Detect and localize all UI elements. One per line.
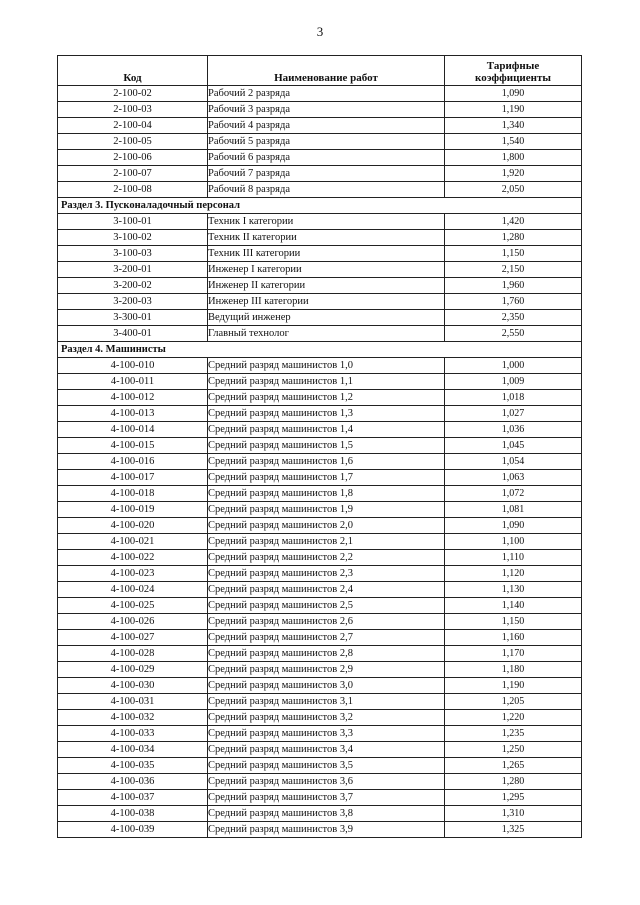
header-name: Наименование работ [208,56,445,86]
cell-work-name: Средний разряд машинистов 1,1 [208,374,445,390]
cell-code: 3-400-01 [58,326,208,342]
cell-code: 4-100-037 [58,790,208,806]
cell-code: 4-100-023 [58,566,208,582]
cell-coefficient: 1,100 [445,534,582,550]
cell-coefficient: 1,170 [445,646,582,662]
cell-coefficient: 1,036 [445,422,582,438]
table-row [58,822,582,838]
table-row [58,518,582,534]
cell-code: 4-100-018 [58,486,208,502]
cell-coefficient: 1,220 [445,710,582,726]
cell-coefficient: 1,018 [445,390,582,406]
cell-work-name: Средний разряд машинистов 2,3 [208,566,445,582]
table-row [58,310,582,326]
cell-work-name: Средний разряд машинистов 2,2 [208,550,445,566]
cell-coefficient: 1,072 [445,486,582,502]
cell-coefficient: 1,045 [445,438,582,454]
cell-coefficient: 1,295 [445,790,582,806]
cell-coefficient: 1,027 [445,406,582,422]
cell-code: 3-300-01 [58,310,208,326]
cell-code: 2-100-02 [58,86,208,102]
cell-coefficient: 1,265 [445,758,582,774]
header-coef-line2: коэффициенты [475,72,551,84]
cell-code: 4-100-022 [58,550,208,566]
table-row [58,262,582,278]
cell-code: 4-100-031 [58,694,208,710]
cell-work-name: Средний разряд машинистов 1,5 [208,438,445,454]
table-row [58,166,582,182]
cell-work-name: Главный технолог [208,326,445,342]
cell-work-name: Средний разряд машинистов 1,2 [208,390,445,406]
cell-code: 4-100-017 [58,470,208,486]
cell-code: 4-100-036 [58,774,208,790]
tariff-table [57,55,582,838]
cell-code: 3-100-02 [58,230,208,246]
cell-code: 4-100-028 [58,646,208,662]
table-row [58,246,582,262]
cell-code: 2-100-05 [58,134,208,150]
page-number: 3 [316,24,324,39]
cell-coefficient: 1,190 [445,102,582,118]
cell-code: 2-100-03 [58,102,208,118]
cell-code: 4-100-010 [58,358,208,374]
table-row [58,118,582,134]
cell-work-name: Техник I категории [208,214,445,230]
cell-coefficient: 1,054 [445,454,582,470]
table-row [58,470,582,486]
cell-coefficient: 1,960 [445,278,582,294]
table-row [58,614,582,630]
table-row [58,694,582,710]
cell-coefficient: 1,063 [445,470,582,486]
table-row [58,150,582,166]
table-body [58,86,582,838]
cell-work-name: Средний разряд машинистов 1,4 [208,422,445,438]
cell-coefficient: 1,760 [445,294,582,310]
table-row [58,390,582,406]
cell-code: 2-100-06 [58,150,208,166]
header-coefficients [445,56,582,86]
table-row [58,806,582,822]
cell-work-name: Техник II категории [208,230,445,246]
cell-code: 4-100-012 [58,390,208,406]
cell-coefficient: 1,280 [445,774,582,790]
cell-code: 2-100-08 [58,182,208,198]
cell-work-name: Средний разряд машинистов 1,0 [208,358,445,374]
cell-work-name: Инженер I категории [208,262,445,278]
cell-coefficient: 1,325 [445,822,582,838]
table-row [58,454,582,470]
cell-code: 4-100-026 [58,614,208,630]
cell-coefficient: 1,090 [445,518,582,534]
header-coef-line1: Тарифные [486,60,540,72]
table-row [58,646,582,662]
table-row [58,742,582,758]
table-row [58,374,582,390]
table-row [58,630,582,646]
cell-work-name: Средний разряд машинистов 2,8 [208,646,445,662]
table-row [58,662,582,678]
table-row [58,230,582,246]
cell-coefficient: 1,120 [445,566,582,582]
cell-work-name: Средний разряд машинистов 2,0 [208,518,445,534]
cell-code: 4-100-024 [58,582,208,598]
table-row [58,406,582,422]
cell-work-name: Рабочий 7 разряда [208,166,445,182]
cell-work-name: Инженер III категории [208,294,445,310]
cell-work-name: Средний разряд машинистов 1,9 [208,502,445,518]
cell-code: 4-100-035 [58,758,208,774]
cell-code: 4-100-039 [58,822,208,838]
cell-code: 4-100-029 [58,662,208,678]
cell-coefficient: 2,550 [445,326,582,342]
table-header-row [58,56,582,86]
cell-code: 2-100-04 [58,118,208,134]
cell-work-name: Средний разряд машинистов 3,3 [208,726,445,742]
table-row [58,502,582,518]
table-row [58,438,582,454]
table-row [58,422,582,438]
cell-work-name: Техник III категории [208,246,445,262]
section-header-row [58,342,582,358]
cell-work-name: Рабочий 3 разряда [208,102,445,118]
cell-coefficient: 1,150 [445,246,582,262]
cell-work-name: Средний разряд машинистов 2,6 [208,614,445,630]
cell-coefficient: 1,000 [445,358,582,374]
cell-code: 4-100-032 [58,710,208,726]
cell-code: 4-100-034 [58,742,208,758]
cell-coefficient: 1,090 [445,86,582,102]
cell-work-name: Средний разряд машинистов 3,2 [208,710,445,726]
cell-coefficient: 1,540 [445,134,582,150]
cell-code: 4-100-033 [58,726,208,742]
cell-code: 4-100-019 [58,502,208,518]
cell-work-name: Рабочий 4 разряда [208,118,445,134]
cell-code: 4-100-027 [58,630,208,646]
table-row [58,790,582,806]
cell-work-name: Инженер II категории [208,278,445,294]
section-header-row [58,198,582,214]
cell-work-name: Средний разряд машинистов 2,1 [208,534,445,550]
table-row [58,102,582,118]
cell-code: 3-200-02 [58,278,208,294]
cell-code: 4-100-020 [58,518,208,534]
table-row [58,566,582,582]
table-row [58,182,582,198]
cell-coefficient: 1,130 [445,582,582,598]
cell-work-name: Средний разряд машинистов 1,8 [208,486,445,502]
cell-work-name: Средний разряд машинистов 2,4 [208,582,445,598]
cell-work-name: Средний разряд машинистов 2,9 [208,662,445,678]
cell-work-name: Ведущий инженер [208,310,445,326]
cell-work-name: Средний разряд машинистов 3,9 [208,822,445,838]
cell-coefficient: 1,110 [445,550,582,566]
cell-work-name: Средний разряд машинистов 1,7 [208,470,445,486]
cell-work-name: Средний разряд машинистов 3,8 [208,806,445,822]
cell-code: 4-100-025 [58,598,208,614]
table-row [58,774,582,790]
section-title: Раздел 3. Пусконаладочный персонал [58,198,582,214]
header-code: Код [58,56,208,86]
cell-work-name: Рабочий 5 разряда [208,134,445,150]
cell-coefficient: 1,081 [445,502,582,518]
cell-code: 4-100-038 [58,806,208,822]
cell-work-name: Рабочий 8 разряда [208,182,445,198]
cell-code: 3-100-01 [58,214,208,230]
table-row [58,486,582,502]
cell-code: 3-100-03 [58,246,208,262]
cell-coefficient: 1,009 [445,374,582,390]
table-row [58,358,582,374]
cell-coefficient: 2,150 [445,262,582,278]
cell-work-name: Средний разряд машинистов 2,7 [208,630,445,646]
table-row [58,678,582,694]
cell-code: 4-100-021 [58,534,208,550]
table-row [58,550,582,566]
cell-coefficient: 1,250 [445,742,582,758]
table-row [58,86,582,102]
cell-coefficient: 1,310 [445,806,582,822]
cell-code: 4-100-014 [58,422,208,438]
table-row [58,134,582,150]
cell-work-name: Средний разряд машинистов 1,3 [208,406,445,422]
table-row [58,278,582,294]
cell-coefficient: 1,205 [445,694,582,710]
cell-code: 4-100-015 [58,438,208,454]
cell-code: 3-200-03 [58,294,208,310]
cell-coefficient: 1,920 [445,166,582,182]
cell-code: 4-100-030 [58,678,208,694]
table-row [58,598,582,614]
table-row [58,710,582,726]
cell-work-name: Средний разряд машинистов 3,0 [208,678,445,694]
section-title: Раздел 4. Машинисты [58,342,582,358]
table-row [58,294,582,310]
cell-coefficient: 1,280 [445,230,582,246]
cell-coefficient: 1,150 [445,614,582,630]
cell-work-name: Средний разряд машинистов 3,5 [208,758,445,774]
cell-code: 2-100-07 [58,166,208,182]
cell-coefficient: 1,340 [445,118,582,134]
cell-code: 3-200-01 [58,262,208,278]
cell-work-name: Рабочий 2 разряда [208,86,445,102]
cell-coefficient: 1,235 [445,726,582,742]
cell-code: 4-100-011 [58,374,208,390]
cell-coefficient: 1,140 [445,598,582,614]
cell-work-name: Средний разряд машинистов 1,6 [208,454,445,470]
cell-coefficient: 2,050 [445,182,582,198]
cell-code: 4-100-013 [58,406,208,422]
cell-coefficient: 1,190 [445,678,582,694]
cell-code: 4-100-016 [58,454,208,470]
cell-coefficient: 2,350 [445,310,582,326]
cell-work-name: Средний разряд машинистов 3,4 [208,742,445,758]
table-row [58,726,582,742]
table-row [58,758,582,774]
cell-work-name: Средний разряд машинистов 3,7 [208,790,445,806]
table-row [58,582,582,598]
cell-coefficient: 1,160 [445,630,582,646]
cell-work-name: Средний разряд машинистов 2,5 [208,598,445,614]
cell-work-name: Средний разряд машинистов 3,6 [208,774,445,790]
table-row [58,534,582,550]
cell-coefficient: 1,420 [445,214,582,230]
cell-coefficient: 1,800 [445,150,582,166]
cell-coefficient: 1,180 [445,662,582,678]
table-row [58,326,582,342]
table-row [58,214,582,230]
cell-work-name: Средний разряд машинистов 3,1 [208,694,445,710]
cell-work-name: Рабочий 6 разряда [208,150,445,166]
